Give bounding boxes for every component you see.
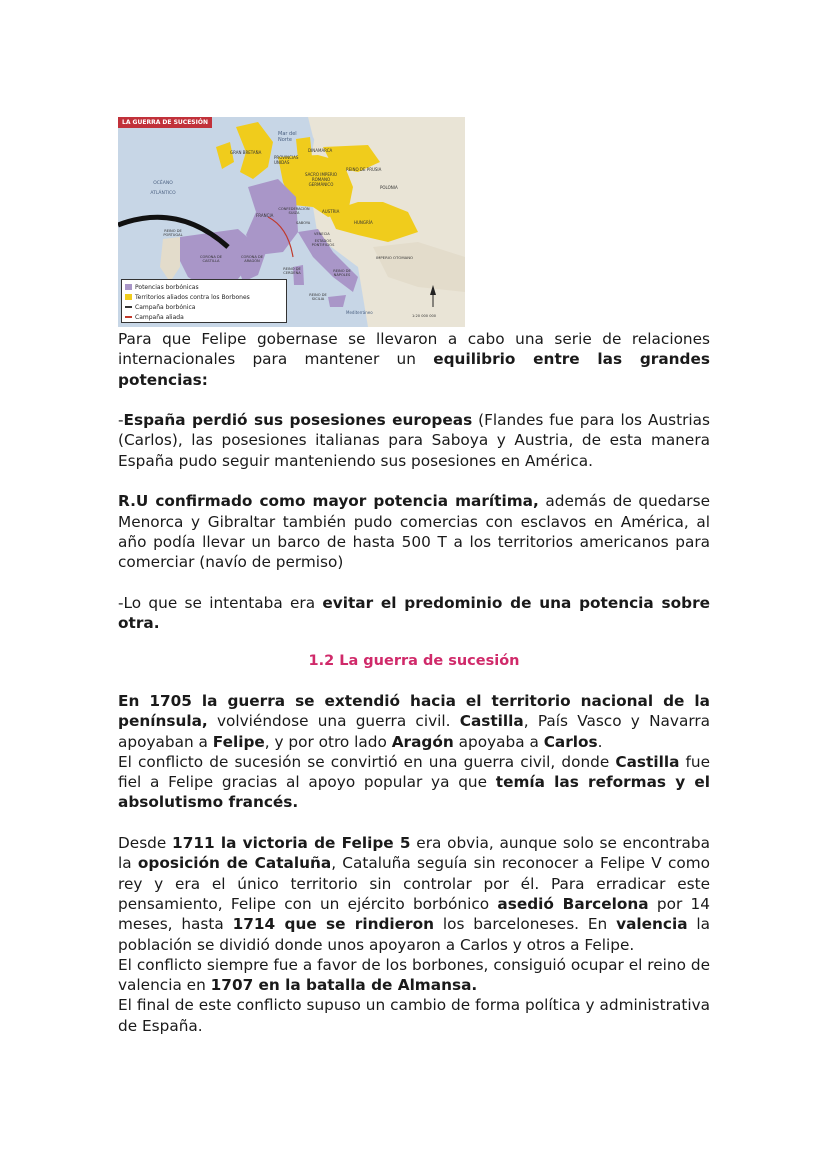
text-run: -Lo que se intentaba era — [118, 593, 323, 612]
map-label-oceano-atlantico: OCÉANO ATLÁNTICO — [150, 181, 176, 196]
legend-swatch-allied — [125, 294, 132, 300]
text-run: los barceloneses. En — [434, 915, 617, 934]
text-run: por 14 meses, hasta — [118, 894, 711, 934]
map-label-reino-prusia: REINO DE PRUSIA — [346, 167, 382, 172]
legend-label: Campaña aliada — [135, 313, 184, 321]
paragraph-avoid-dominance — [118, 593, 710, 634]
map-label-gran-bretana: GRAN BRETAÑA — [230, 150, 262, 155]
map-scale: 1:20 000 000 — [412, 314, 437, 318]
section-war-of-succession — [118, 691, 710, 1036]
paragraph-conclusion: El final de este conflicto supuso un cambio de forma política y administrativa de España. — [118, 996, 710, 1035]
legend-item — [125, 292, 283, 302]
legend-label: Territorios aliados contra los Borbones — [135, 293, 250, 301]
bold-run: En 1705 la guerra se extendió hacia el territorio nacional de la península, — [118, 692, 710, 731]
legend-line-bourbon-campaign — [125, 306, 132, 308]
map-label-hungria: HUNGRÍA — [354, 220, 373, 225]
map-title: LA GUERRA DE SUCESIÓN — [118, 117, 212, 128]
map-label-dinamarca: DINAMARCA — [308, 148, 333, 153]
paragraph-almansa — [118, 955, 710, 996]
bold-run: evitar el predominio de una potencia sobre otra. — [118, 593, 710, 633]
map-label-austria: AUSTRIA — [322, 209, 340, 214]
text-run: era obvia, aunque solo se encontraba la — [118, 834, 710, 873]
war-of-succession-map — [118, 117, 465, 327]
map-label-polonia: POLONIA — [380, 185, 398, 190]
text-run: , País Vasco y Navarra apoyaban a — [118, 712, 711, 751]
bold-run: R.U confirmado como mayor potencia marítima, — [118, 492, 539, 511]
legend-item — [125, 312, 283, 322]
map-label-saboya: SABOYA — [296, 221, 311, 225]
section-heading: 1.2 La guerra de sucesión — [308, 653, 520, 669]
bold-run: Carlos — [543, 732, 598, 751]
map-label-mediterraneo: Mediterráneo — [346, 310, 373, 315]
bold-run: oposición de Cataluña — [137, 854, 332, 873]
map-legend — [121, 279, 287, 323]
map-label-venecia: VENECIA — [314, 232, 330, 236]
map-label-mar-del-norte: Mar del Norte — [278, 131, 297, 143]
bold-run: equilibrio entre las grandes potencias: — [118, 350, 710, 389]
section-international-relations — [118, 329, 710, 633]
map-label-reino-cerdena: REINO DE CERDEÑA — [283, 267, 301, 275]
text-run: , y por otro lado — [264, 732, 392, 751]
paragraph-catalonia — [118, 833, 710, 955]
legend-swatch-bourbon — [125, 284, 132, 290]
legend-item — [125, 282, 283, 292]
legend-item — [125, 302, 283, 312]
map-label-imperio-otomano: IMPERIO OTOMANO — [376, 255, 414, 260]
bold-run: 1711 la victoria de Felipe 5 — [172, 834, 411, 853]
bold-run: asedió Barcelona — [497, 894, 649, 913]
bold-run: España perdió sus posesiones europeas — [123, 411, 473, 430]
map-label-corona-aragon: CORONA DE ARAGÓN — [241, 255, 263, 263]
paragraph-civil-war — [118, 691, 710, 752]
text-run: (Flandes fue para los Austrias (Carlos), las posesiones italianas para Saboya y Austria, de esta manera España pudo seguir manteniendo sus posesiones en América. — [118, 411, 710, 470]
text-run: la población se dividió donde unos apoyaron a Carlos y otros a Felipe. — [118, 915, 710, 954]
legend-line-allied-campaign — [125, 316, 132, 318]
text-run: - — [118, 411, 124, 430]
text-run: Para que Felipe gobernase se llevaron a cabo una serie de relaciones internacionales para mantener un — [118, 330, 710, 369]
bold-run: Castilla — [459, 712, 524, 731]
text-run: . — [597, 732, 603, 751]
text-run: El conflicto de sucesión se convirtió en una guerra civil, donde — [118, 752, 616, 771]
map-label-corona-castilla: CORONA DE CASTILLA — [200, 255, 222, 263]
bold-run: 1707 en la batalla de Almansa. — [210, 976, 478, 995]
bold-run: Aragón — [391, 732, 454, 751]
legend-label: Campaña borbónica — [135, 303, 196, 311]
bold-run: temía las reformas y el absolutismo francés. — [118, 773, 710, 812]
text-run: fue fiel a Felipe gracias al apoyo popular ya que — [118, 752, 710, 792]
bold-run: 1714 que se rindieron — [232, 915, 434, 934]
paragraph-uk-power — [118, 491, 710, 572]
map-label-confederacion-suiza: CONFEDERACIÓN SUIZA — [278, 207, 310, 215]
bold-run: valencia — [616, 915, 688, 934]
text-run: , Cataluña seguía sin reconocer a Felipe V como rey y era el único territorio sin controlar por él. Para erradicar este pensamiento, Felipe con un ejército borbónico — [118, 854, 710, 913]
paragraph-equilibrium — [118, 329, 710, 390]
map-label-reino-portugal: REINO DE PORTUGAL — [163, 229, 183, 237]
paragraph-castilla-loyal — [118, 752, 710, 813]
text-run: El conflicto siempre fue a favor de los borbones, consiguió ocupar el reino de valencia en — [118, 955, 710, 995]
legend-label: Potencias borbónicas — [135, 283, 199, 291]
map-label-sacro-imperio: SACRO IMPERIO ROMANO GERMÁNICO — [305, 172, 337, 187]
text-run: Desde — [118, 834, 173, 853]
bold-run: Castilla — [615, 752, 680, 771]
bold-run: Felipe — [212, 732, 265, 751]
map-label-estados-pontificios: ESTADOS PONTIFICIOS — [311, 239, 335, 247]
map-label-francia: FRANCIA — [256, 213, 274, 218]
map-label-provincias-unidas: PROVINCIAS UNIDAS — [274, 155, 299, 165]
text-run: volviéndose una guerra civil. — [207, 712, 460, 731]
paragraph-spain-losses — [118, 410, 710, 471]
map-label-reino-sicilia: REINO DE SICILIA — [309, 293, 327, 301]
section-heading-container — [118, 651, 710, 671]
text-run: apoyaba a — [453, 732, 544, 751]
text-run: además de quedarse Menorca y Gibraltar también pudo comercias con esclavos en América, al año podía llevar un barco de hasta 500 T a los territorios americanos para comerciar (navío de permiso) — [118, 492, 710, 572]
map-label-reino-napoles: REINO DE NÁPOLES — [333, 269, 351, 277]
